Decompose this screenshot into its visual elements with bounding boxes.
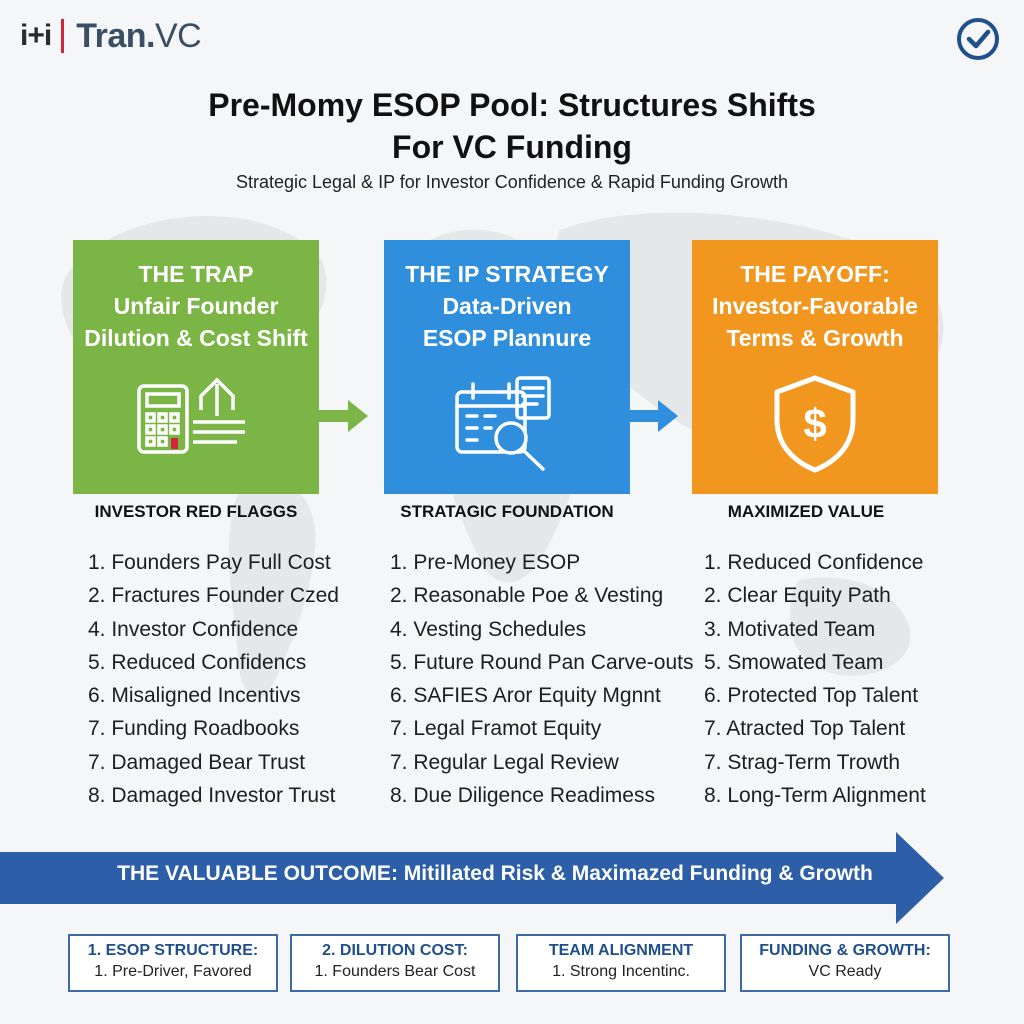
svg-text:$: $ [803,400,827,447]
column-heading: INVESTOR RED FLAGGS [94,502,298,521]
page-title [0,84,1024,168]
list-item: 3. Motivated Team [704,617,876,641]
summary-box-team [516,934,726,992]
logo-text: Tran. [76,16,155,55]
shield-dollar-icon [767,372,863,476]
right-arrow-icon [628,398,680,434]
calendar-search-icon [447,372,567,472]
card-title-line: ESOP Plannure [422,325,592,351]
summary-box-value: 1. Pre-Driver, Favored [94,963,252,980]
ip-strategy-card-title [384,258,630,354]
list-item: 1. Reduced Confidence [704,551,924,574]
summary-box-value: 1. Strong Incentinc. [552,963,690,980]
list-item: 6. Misaligned Incentivs [88,684,301,708]
column-heading: MAXIMIZED VALUE [727,502,885,521]
logo-text-suffix: VC [154,16,202,55]
summary-box-dilution [290,934,500,992]
list-item: 5. Future Round Pan Carve-outs [390,650,694,674]
page-subtitle: Strategic Legal & IP for Investor Confidence & Rapid Funding Growth [236,172,788,192]
list-item: 7. Regular Legal Review [390,750,619,774]
list-item: 4. Investor Confidence [88,617,299,641]
foundation-list [390,546,694,812]
payoff-card [692,240,938,494]
red-flags-list [88,546,339,812]
payoff-card-title [692,258,938,354]
list-item: 7. Damaged Bear Trust [88,750,306,774]
list-item: 7. Legal Framot Equity [390,717,602,741]
column-heading: STRATAGIC FOUNDATION [400,502,614,521]
list-item: 7. Strag-Term Trowth [704,750,901,774]
list-item: 8. Damaged Investor Trust [88,784,336,808]
logo-mark: i+i [20,19,52,52]
list-item: 6. Protected Top Talent [704,684,919,708]
list-item: 7. Atracted Top Talent [704,717,906,741]
summary-box-title: TEAM ALIGNMENT [548,942,694,959]
logo-wordmark [76,17,201,56]
summary-box-title: 1. ESOP STRUCTURE: [87,942,259,959]
card-title-line: Terms & Growth [726,325,904,351]
card-title-line: THE TRAP [138,261,254,287]
card-title-line: Unfair Founder [113,293,279,319]
summary-box-value: VC Ready [808,963,882,980]
calculator-upload-icon [131,372,261,456]
list-item: 2. Reasonable Poe & Vesting [390,584,664,608]
summary-box-title: FUNDING & GROWTH: [759,942,931,959]
trap-card-title [73,258,319,354]
list-item: 1. Pre-Money ESOP [390,551,581,574]
value-list [704,546,926,812]
card-title-line: Data-Driven [442,293,572,319]
ip-strategy-card [384,240,630,494]
title-line-1: Pre-Momy ESOP Pool: Structures Shifts [208,87,816,123]
list-item: 4. Vesting Schedules [390,617,587,641]
logo-divider [61,19,64,53]
summary-box-value: 1. Founders Bear Cost [314,963,476,980]
list-item: 1. Founders Pay Full Cost [88,551,331,574]
list-item: 5. Reduced Confidencs [88,650,307,674]
card-title-line: Investor-Favorable [712,293,918,319]
card-title-line: THE PAYOFF: [740,261,890,287]
list-item: 8. Due Diligence Readimess [390,784,655,808]
right-arrow-icon [318,398,370,434]
list-item: 5. Smowated Team [704,650,884,674]
title-line-2: For VC Funding [392,129,632,165]
card-title-line: Dilution & Cost Shift [84,325,308,351]
summary-box-title: 2. DILUTION COST: [322,942,468,959]
trap-card [73,240,319,494]
summary-box-funding [740,934,950,992]
list-item: 2. Fractures Founder Czed [88,584,339,608]
list-item: 7. Funding Roadbooks [88,717,300,741]
check-circle-icon [955,16,1001,62]
card-title-line: THE IP STRATEGY [405,261,609,287]
list-item: 6. SAFIES Aror Equity Mgnnt [390,684,661,708]
outcome-banner-text: THE VALUABLE OUTCOME: Mitillated Risk & Maximazed Funding & Growth [117,862,873,885]
list-item: 8. Long-Term Alignment [704,784,926,808]
summary-box-esop [68,934,278,992]
list-item: 2. Clear Equity Path [704,584,891,608]
brand-logo[interactable] [20,14,201,58]
